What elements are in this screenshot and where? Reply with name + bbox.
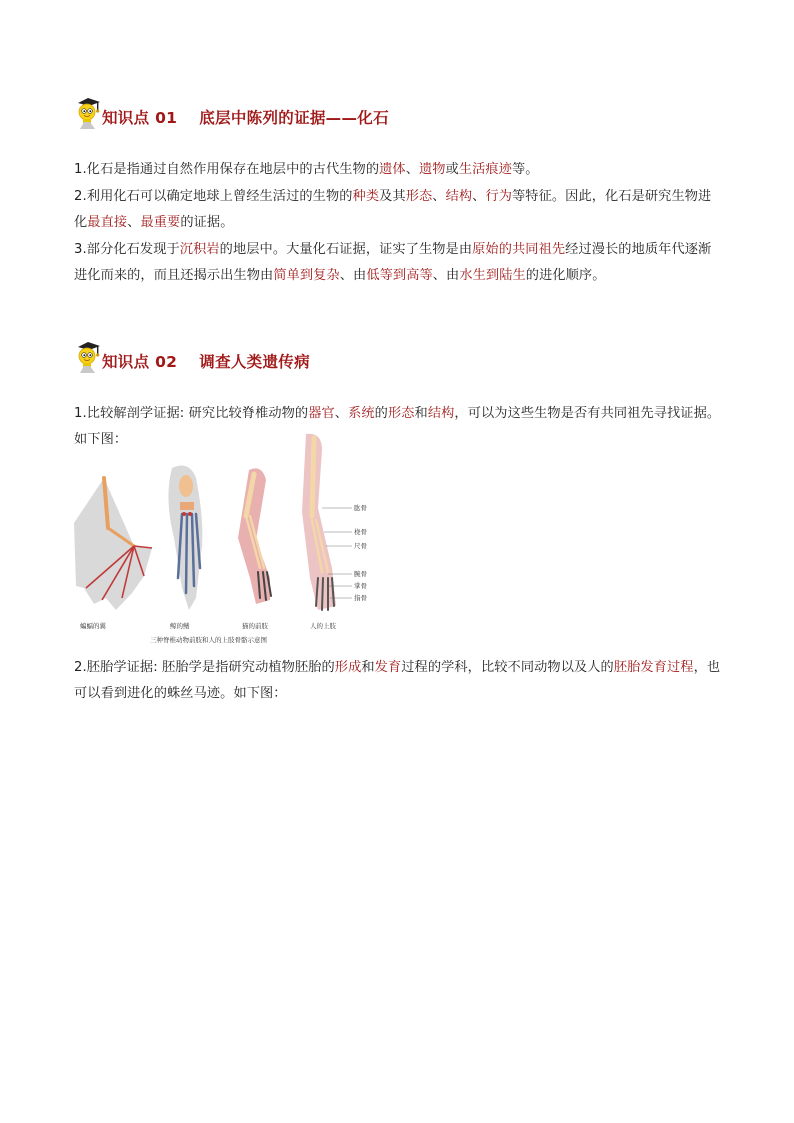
text-run: 、由 bbox=[432, 268, 460, 283]
section-heading-1 bbox=[74, 96, 389, 130]
text-run: ，也可以看到进化的蛛丝马迹。如下图： bbox=[74, 660, 721, 701]
section-title-text-1: 底层中陈列的证据——化石 bbox=[199, 109, 389, 127]
bone-label-humerus: 肱骨 bbox=[354, 504, 367, 512]
highlighted-term: 沉积岩 bbox=[179, 242, 220, 257]
highlighted-term: 形态 bbox=[387, 406, 415, 421]
highlighted-term: 最直接 bbox=[87, 215, 128, 230]
highlighted-term: 器官 bbox=[308, 406, 335, 421]
mascot-icon bbox=[74, 96, 102, 130]
mascot-icon bbox=[74, 340, 102, 374]
text-run: 、 bbox=[127, 215, 141, 230]
text-run: 等。 bbox=[512, 162, 539, 177]
highlighted-term: 结构 bbox=[427, 406, 455, 421]
cat-foreleg-illustration bbox=[238, 468, 271, 604]
paragraph-fossil-evidence bbox=[74, 184, 724, 236]
limb-label-human: 人的上肢 bbox=[310, 622, 336, 630]
highlighted-term: 形成 bbox=[334, 660, 362, 675]
limb-label-whale: 鲸的鳍 bbox=[170, 622, 190, 630]
limb-label-bat: 蝙蝠的翼 bbox=[80, 622, 106, 630]
limb-bones-figure bbox=[74, 428, 394, 650]
bone-label-phalanges: 指骨 bbox=[354, 594, 367, 602]
bone-label-metacarpals: 掌骨 bbox=[354, 582, 367, 590]
highlighted-term: 发育 bbox=[374, 660, 402, 675]
highlighted-term: 低等到高等 bbox=[366, 268, 433, 283]
section-title-1 bbox=[102, 108, 389, 128]
highlighted-term: 遗物 bbox=[418, 162, 446, 177]
bone-label-ulna: 尺骨 bbox=[354, 542, 367, 550]
human-arm-illustration bbox=[302, 434, 352, 610]
paragraph-fossil-definition bbox=[74, 157, 724, 183]
text-run: 或 bbox=[445, 162, 459, 177]
section-heading-2 bbox=[74, 340, 310, 374]
text-run: 、由 bbox=[339, 268, 367, 283]
text-run: 2.利用化石可以确定地球上曾经生活过的生物的 bbox=[74, 189, 353, 204]
text-run: 等特征。因此，化石是研究生物进化 bbox=[74, 189, 712, 230]
text-run: 和 bbox=[361, 660, 375, 675]
text-run: 及其 bbox=[379, 189, 406, 204]
text-run: 3.部分化石发现于 bbox=[74, 242, 180, 257]
text-run: 、 bbox=[405, 162, 419, 177]
text-run: 的 bbox=[374, 406, 388, 421]
bat-wing-illustration bbox=[74, 478, 152, 610]
highlighted-term: 最重要 bbox=[140, 215, 181, 230]
section-number-1: 知识点 01 bbox=[102, 109, 178, 127]
section-title-text-2: 调查人类遗传病 bbox=[199, 353, 310, 371]
highlighted-term: 形态 bbox=[405, 189, 433, 204]
text-run: 1.比较解剖学证据: 研究比较脊椎动物的 bbox=[74, 406, 309, 421]
highlighted-term: 水生到陆生 bbox=[459, 268, 526, 283]
paragraph-embryology bbox=[74, 655, 724, 707]
paragraph-fossil-strata bbox=[74, 237, 724, 289]
text-run: 的进化顺序。 bbox=[525, 268, 606, 283]
figure-caption: 三种脊椎动物前肢和人的上肢骨骼示意图 bbox=[150, 636, 267, 644]
text-run: 和 bbox=[414, 406, 428, 421]
bone-label-carpals: 腕骨 bbox=[354, 570, 367, 578]
text-run: 的证据。 bbox=[180, 215, 234, 230]
text-run: ，可以为这些生物是否有共同祖先寻找证据。如下图： bbox=[74, 406, 721, 447]
highlighted-term: 原始的共同祖先 bbox=[472, 242, 566, 257]
limb-label-cat: 猫的前肢 bbox=[242, 622, 268, 630]
text-run: 过程的学科，比较不同动物以及人的 bbox=[401, 660, 614, 675]
text-run: 的地层中。大量化石证据，证实了生物是由 bbox=[219, 242, 473, 257]
text-run: 、 bbox=[472, 189, 486, 204]
highlighted-term: 结构 bbox=[445, 189, 473, 204]
highlighted-term: 生活痕迹 bbox=[458, 162, 513, 177]
text-run: 1.化石是指通过自然作用保存在地层中的古代生物的 bbox=[74, 162, 380, 177]
highlighted-term: 胚胎发育过程 bbox=[613, 660, 694, 675]
highlighted-term: 行为 bbox=[485, 189, 513, 204]
section-title-2 bbox=[102, 352, 310, 372]
bone-label-radius: 桡骨 bbox=[354, 528, 367, 536]
text-run: 经过漫长的地质年代逐渐进化而来的，而且还揭示出生物由 bbox=[74, 242, 712, 283]
text-run: 、 bbox=[432, 189, 446, 204]
text-run: 2.胚胎学证据: 胚胎学是指研究动植物胚胎的 bbox=[74, 660, 335, 675]
highlighted-term: 简单到复杂 bbox=[273, 268, 340, 283]
highlighted-term: 系统 bbox=[348, 406, 375, 421]
section-number-2: 知识点 02 bbox=[102, 353, 178, 371]
whale-flipper-illustration bbox=[168, 466, 202, 610]
highlighted-term: 遗体 bbox=[379, 162, 406, 177]
highlighted-term: 种类 bbox=[352, 189, 380, 204]
text-run: 、 bbox=[334, 406, 349, 421]
